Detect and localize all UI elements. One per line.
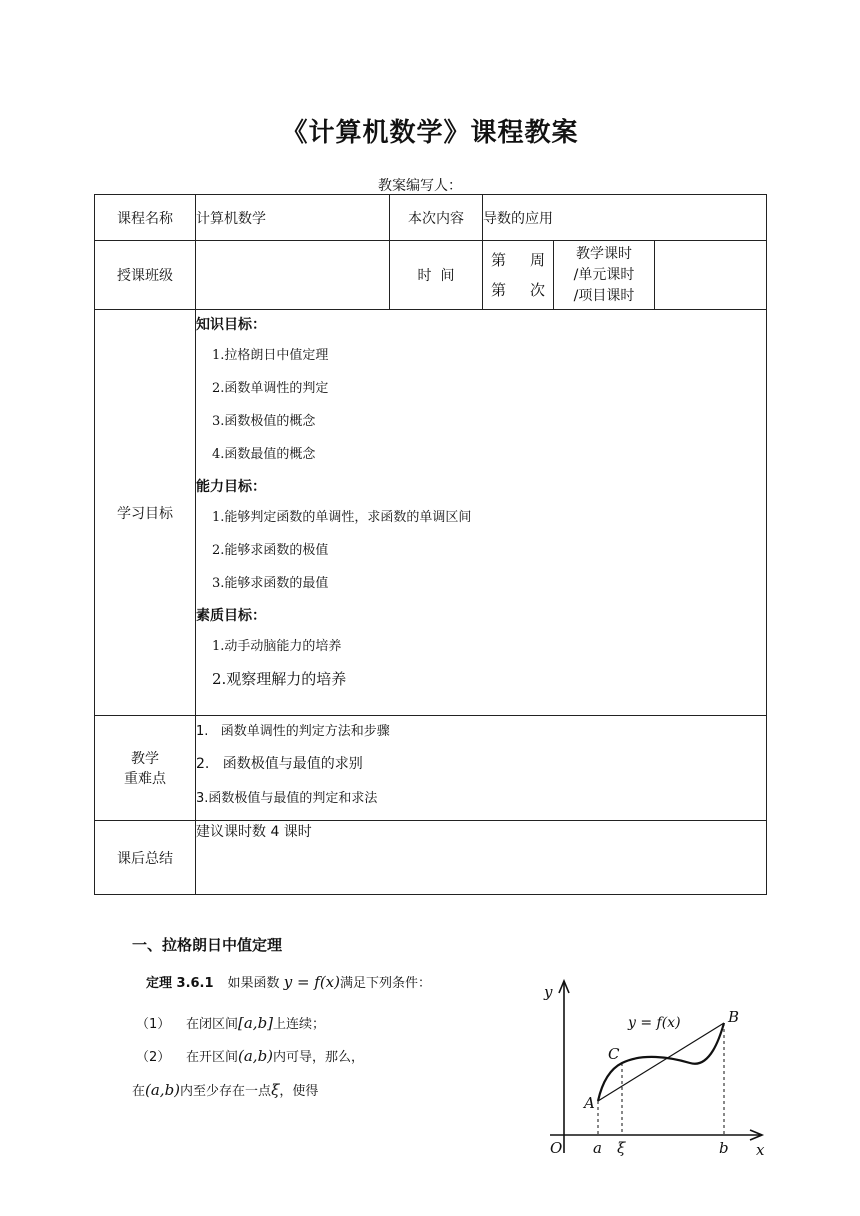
point-c-label: C [608,1045,620,1063]
conclusion-text-c: ，使得 [279,1084,319,1099]
content-value: 导数的应用 [483,195,767,241]
knowledge-item: 4.函数最值的概念 [212,447,316,462]
time-label: 时 间 [390,241,483,310]
week-label-1: 第 [491,251,507,269]
section-title: 一、拉格朗日中值定理 [132,936,283,954]
theorem-line [146,972,431,991]
knowledge-item: 2.函数单调性的判定 [212,381,329,396]
condition-2-math: (a,b) [238,1047,274,1065]
theorem-text-a: 如果函数 [227,976,280,991]
summary-value: 建议课时数 4 课时 [196,821,767,895]
course-name-value: 计算机数学 [196,195,390,241]
condition-2 [136,1046,364,1065]
page-title: 《计算机数学》课程教案 [281,118,579,148]
difficulty-label [95,716,196,821]
theorem-math: y = f(x) [283,973,340,991]
author-label: 教案编写人： [378,178,462,194]
ability-item: 3.能够求函数的最值 [212,576,329,591]
hours-label [554,241,655,310]
mean-value-figure [530,975,770,1165]
difficulty-cell [196,716,767,821]
hours-value [655,241,767,310]
times-label-2: 次 [529,281,545,299]
objectives-label: 学习目标 [95,310,196,716]
condition-1 [136,1013,325,1032]
point-b-label: B [728,1008,740,1026]
tick-a-label: a [593,1139,602,1157]
tick-xi-label: ξ [617,1139,626,1157]
theorem-text-b: 满足下列条件： [340,976,432,991]
point-a-label: A [584,1094,595,1112]
condition-2-number: （2） [136,1050,171,1065]
curve-label: y = f(x) [628,1015,681,1031]
origin-label: O [550,1139,563,1157]
summary-label: 课后总结 [95,821,196,895]
condition-1-number: （1） [136,1017,171,1032]
ability-heading: 能力目标： [196,479,266,495]
knowledge-heading: 知识目标： [196,317,266,333]
ability-item: 2.能够求函数的极值 [212,543,329,558]
x-axis-label: x [756,1141,765,1159]
conclusion-text-b: 内至少存在一点 [180,1084,272,1099]
knowledge-item: 3.函数极值的概念 [212,414,316,429]
condition-1-math: [a,b] [238,1014,274,1032]
quality-item: 2.观察理解力的培养 [212,670,347,688]
hours-line-1: 教学课时 [576,245,632,262]
hours-line-3: /项目课时 [573,287,635,304]
difficulty-item: 1. 函数单调性的判定方法和步骤 [196,724,390,739]
lesson-plan-table [94,194,767,895]
difficulty-label-line-2: 重难点 [124,771,166,787]
conclusion-math: (a,b) [145,1081,181,1099]
difficulty-item: 3.函数极值与最值的判定和求法 [196,791,378,806]
objectives-cell [196,310,767,716]
week-label-2: 周 [529,251,545,269]
difficulty-item: 2. 函数极值与最值的求别 [196,756,363,772]
condition-1-text-a: 在闭区间 [186,1017,239,1032]
times-label-1: 第 [491,281,507,299]
condition-1-text-b: 上连续； [273,1017,326,1032]
tick-b-label: b [719,1139,729,1157]
condition-2-text-a: 在开区间 [186,1050,239,1065]
course-name-label: 课程名称 [95,195,196,241]
y-axis-label: y [544,983,553,1001]
quality-heading: 素质目标： [196,608,266,624]
knowledge-item: 1.拉格朗日中值定理 [212,348,329,363]
conclusion-line [132,1080,318,1099]
quality-item: 1.动手动脑能力的培养 [212,639,342,654]
content-label: 本次内容 [390,195,483,241]
conclusion-text-a: 在 [132,1084,146,1099]
conclusion-xi: ξ [271,1081,280,1099]
condition-2-text-b: 内可导，那么， [273,1050,365,1065]
hours-line-2: /单元课时 [573,266,635,283]
class-label: 授课班级 [95,241,196,310]
class-value [196,241,390,310]
week-cell [483,241,554,310]
theorem-label: 定理 3.6.1 [146,976,214,991]
ability-item: 1.能够判定函数的单调性，求函数的单调区间 [212,510,472,525]
difficulty-label-line-1: 教学 [131,751,159,767]
